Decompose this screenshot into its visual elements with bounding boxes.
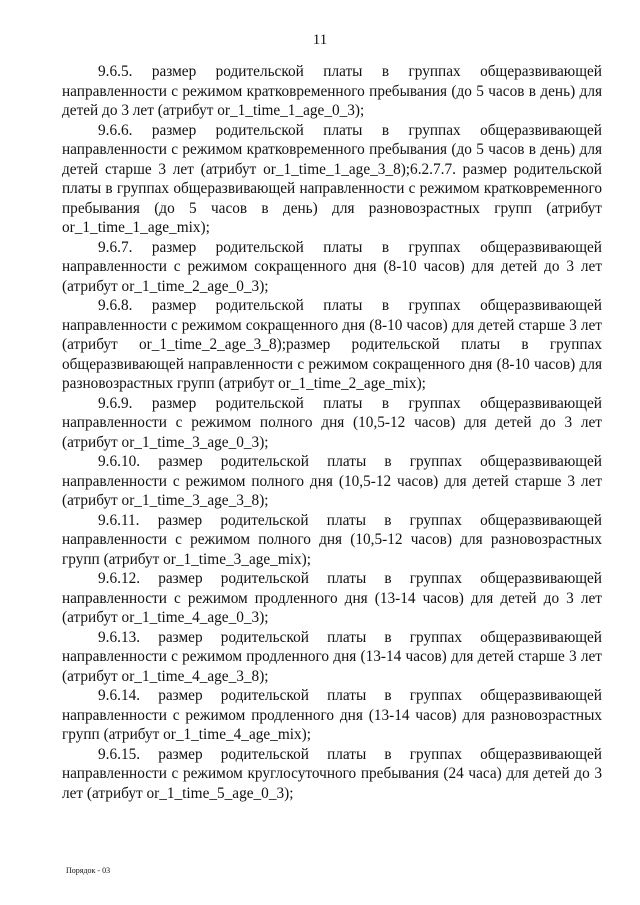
paragraph-9-6-13: 9.6.13. размер родительской платы в группах общеразвивающей направленности с режимом продленного дня (13-14 часов) для детей старше 3 лет (атрибут or_1_time_4_age_3_8);	[62, 628, 602, 685]
paragraph-9-6-14: 9.6.14. размер родительской платы в группах общеразвивающей направленности с режимом продленного дня (13-14 часов) для разновозрастных групп (атрибут or_1_time_4_age_mix);	[62, 687, 602, 743]
paragraph-9-6-8: 9.6.8. размер родительской платы в группах общеразвивающей направленности с режимом сокращенного дня (8-10 часов) для детей старше 3 лет (атрибут or_1_time_2_age_3_8);размер родительской платы в группах общеразвивающей направленности с режимом сокращенного дня (8-10 часов) для разновозрастных групп (атрибут or_1_time_2_age_mix);	[62, 297, 602, 392]
paragraph-9-6-6: 9.6.6. размер родительской платы в группах общеразвивающей направленности с режимом кратковременного пребывания (до 5 часов в день) для детей старше 3 лет (атрибут or_1_time_1_age_3_8);6.2.7.7. размер родительской платы в группах общеразвивающей направленности с режимом кратковременного пребывания (до 5 часов в день) для разновозрастных групп (атрибут or_1_time_1_age_mix);	[62, 121, 602, 236]
paragraph-9-6-15: 9.6.15. размер родительской платы в группах общеразвивающей направленности с режимом круглосуточного пребывания (24 часа) для детей до 3 лет (атрибут or_1_time_5_age_0_3);	[62, 745, 602, 802]
paragraph-9-6-5: 9.6.5. размер родительской платы в группах общеразвивающей направленности с режимом кратковременного пребывания (до 5 часов в день) для детей до 3 лет (атрибут or_1_time_1_age_0_3);	[62, 63, 602, 119]
paragraph-9-6-12: 9.6.12. размер родительской платы в группах общеразвивающей направленности с режимом продленного дня (13-14 часов) для детей до 3 лет (атрибут or_1_time_4_age_0_3);	[62, 570, 602, 626]
paragraph-9-6-7: 9.6.7. размер родительской платы в группах общеразвивающей направленности с режимом сокращенного дня (8-10 часов) для детей до 3 лет (атрибут or_1_time_2_age_0_3);	[62, 238, 602, 295]
paragraph-9-6-11: 9.6.11. размер родительской платы в группах общеразвивающей направленности с режимом полного дня (10,5-12 часов) для разновозрастных групп (атрибут or_1_time_3_age_mix);	[62, 511, 602, 568]
footer-label: Порядок - 03	[66, 866, 111, 875]
paragraph-9-6-10: 9.6.10. размер родительской платы в группах общеразвивающей направленности с режимом полного дня (10,5-12 часов) для детей старше 3 лет (атрибут or_1_time_3_age_3_8);	[62, 453, 602, 509]
page-number: 11	[312, 32, 328, 48]
paragraph-9-6-9: 9.6.9. размер родительской платы в группах общеразвивающей направленности с режимом полного дня (10,5-12 часов) для детей до 3 лет (атрибут or_1_time_3_age_0_3);	[62, 394, 602, 451]
document-body	[62, 62, 602, 803]
